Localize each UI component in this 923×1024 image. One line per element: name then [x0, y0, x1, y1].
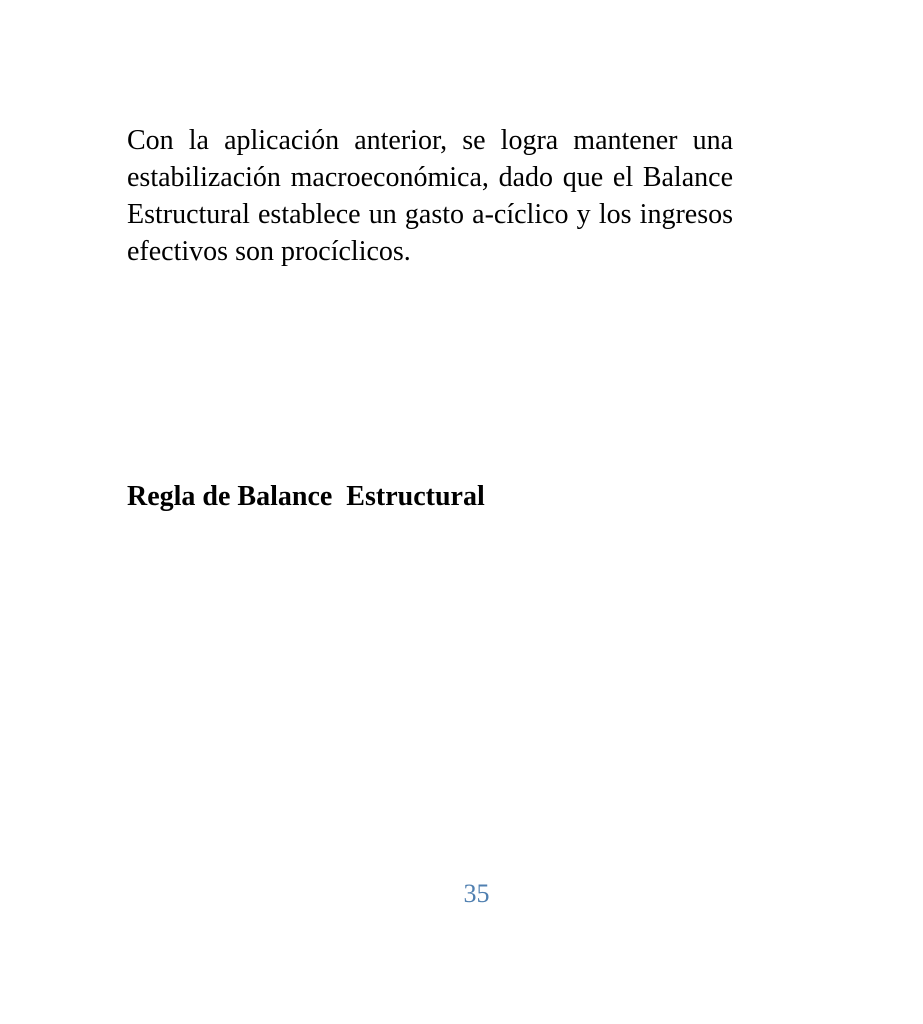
section-heading: Regla de Balance Estructural [127, 481, 485, 512]
paragraph-line-2: estabilización macroeconómica, dado que el Balance [127, 162, 733, 193]
body-paragraph [127, 122, 733, 270]
paragraph-line-1: Con la aplicación anterior, se logra mantener una [127, 125, 733, 156]
page-number: 35 [463, 879, 490, 908]
paragraph-line-4: efectivos son procíclicos. [127, 236, 411, 267]
paragraph-line-3: Estructural establece un gasto a-cíclico y los ingresos [127, 199, 733, 230]
